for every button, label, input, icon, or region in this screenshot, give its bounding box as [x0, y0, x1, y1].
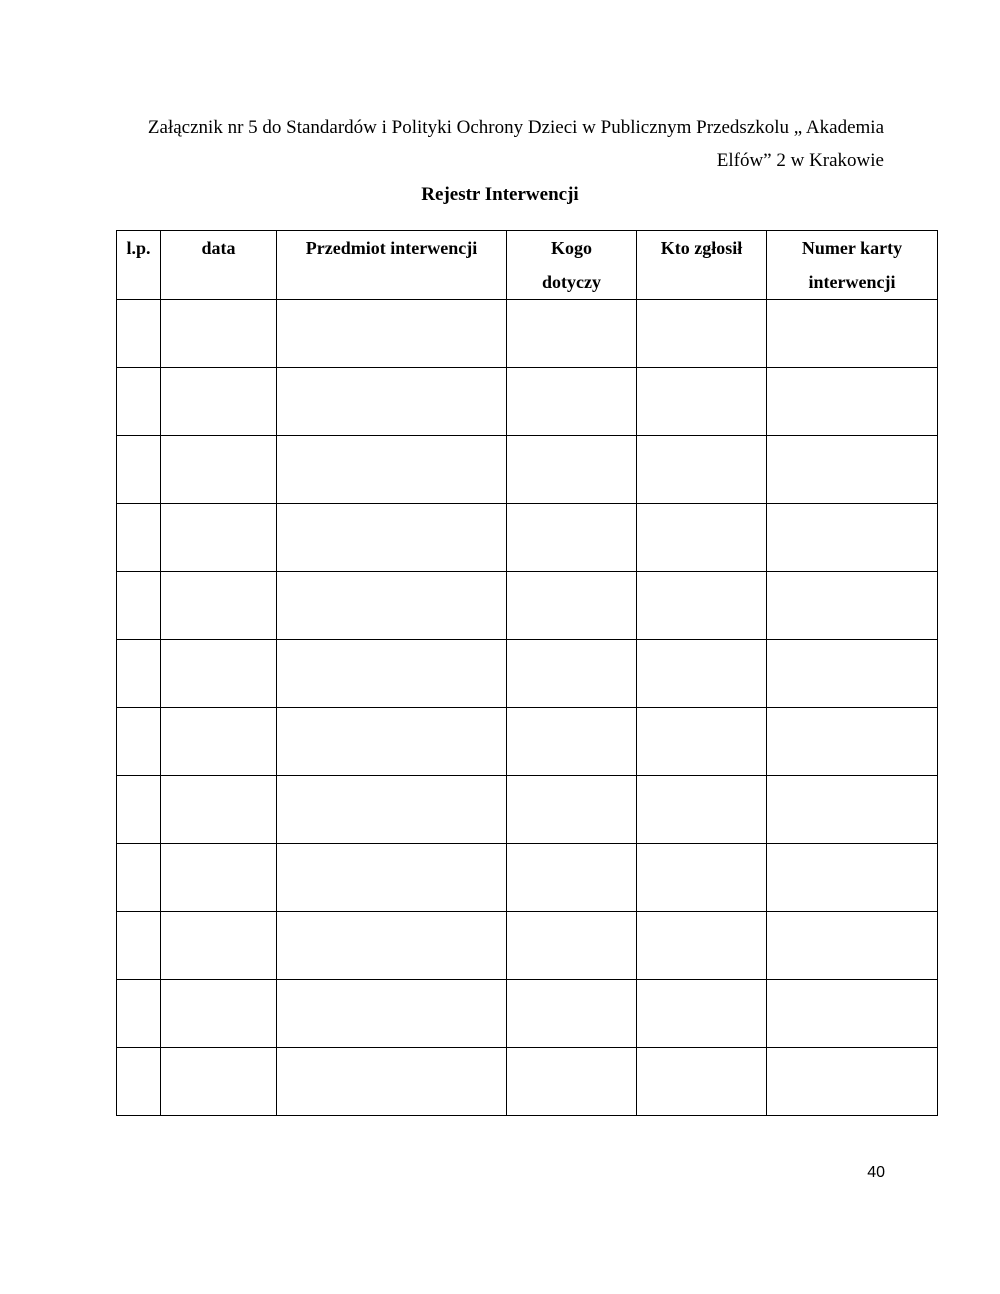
table-cell[interactable] — [117, 504, 161, 572]
page-title: Rejestr Interwencji — [421, 184, 579, 205]
table-cell[interactable] — [637, 436, 767, 504]
table-cell[interactable] — [637, 844, 767, 912]
table-row — [117, 368, 938, 436]
table-cell[interactable] — [277, 1048, 507, 1116]
table-row — [117, 640, 938, 708]
table-cell[interactable] — [117, 708, 161, 776]
table-row — [117, 572, 938, 640]
table-cell[interactable] — [161, 572, 277, 640]
table-cell[interactable] — [767, 708, 938, 776]
table-cell[interactable] — [117, 640, 161, 708]
table-cell[interactable] — [507, 1048, 637, 1116]
table-cell[interactable] — [507, 844, 637, 912]
table-row — [117, 504, 938, 572]
table-cell[interactable] — [277, 980, 507, 1048]
table-cell[interactable] — [637, 640, 767, 708]
column-header-lp — [117, 231, 161, 300]
table-cell[interactable] — [637, 980, 767, 1048]
table-cell[interactable] — [767, 436, 938, 504]
table-cell[interactable] — [161, 980, 277, 1048]
table-cell[interactable] — [277, 368, 507, 436]
table-cell[interactable] — [117, 300, 161, 368]
column-header-date — [161, 231, 277, 300]
table-cell[interactable] — [161, 640, 277, 708]
table-body — [117, 300, 938, 1116]
table-cell[interactable] — [117, 436, 161, 504]
table-cell[interactable] — [767, 844, 938, 912]
table-cell[interactable] — [117, 844, 161, 912]
table-cell[interactable] — [117, 980, 161, 1048]
table-cell[interactable] — [161, 504, 277, 572]
table-row — [117, 912, 938, 980]
table-cell[interactable] — [767, 640, 938, 708]
table-cell[interactable] — [277, 776, 507, 844]
table-row — [117, 436, 938, 504]
table-cell[interactable] — [277, 708, 507, 776]
annex-header-line-2: Elfów” 2 w Krakowie — [716, 150, 884, 171]
table-row — [117, 776, 938, 844]
table-cell[interactable] — [277, 572, 507, 640]
table-cell[interactable] — [161, 776, 277, 844]
table-cell[interactable] — [507, 504, 637, 572]
table-row — [117, 1048, 938, 1116]
column-header-label: dotyczy — [542, 272, 601, 292]
table-cell[interactable] — [767, 776, 938, 844]
table-cell[interactable] — [277, 640, 507, 708]
column-header-label: interwencji — [808, 272, 896, 292]
table-cell[interactable] — [637, 708, 767, 776]
page-number: 40 — [867, 1164, 885, 1181]
table-cell[interactable] — [767, 572, 938, 640]
table-cell[interactable] — [507, 572, 637, 640]
table-cell[interactable] — [767, 504, 938, 572]
table-cell[interactable] — [277, 504, 507, 572]
table-row — [117, 708, 938, 776]
table-cell[interactable] — [507, 776, 637, 844]
table-cell[interactable] — [161, 300, 277, 368]
table-header-row — [117, 231, 938, 300]
table-cell[interactable] — [767, 912, 938, 980]
table-cell[interactable] — [161, 368, 277, 436]
table-cell[interactable] — [637, 572, 767, 640]
table-cell[interactable] — [637, 912, 767, 980]
intervention-register-table — [116, 230, 938, 1116]
table-cell[interactable] — [507, 300, 637, 368]
table-cell[interactable] — [637, 776, 767, 844]
table-cell[interactable] — [637, 504, 767, 572]
table-cell[interactable] — [637, 368, 767, 436]
table-cell[interactable] — [507, 980, 637, 1048]
table-row — [117, 844, 938, 912]
table-cell[interactable] — [277, 436, 507, 504]
table-row — [117, 300, 938, 368]
table-cell[interactable] — [161, 844, 277, 912]
table-cell[interactable] — [507, 436, 637, 504]
column-header-label: l.p. — [126, 238, 151, 258]
annex-header-line-1: Załącznik nr 5 do Standardów i Polityki Ochrony Dzieci w Publicznym Przedszkolu „ Akademia — [147, 117, 884, 138]
column-header-reporter — [637, 231, 767, 300]
table-cell[interactable] — [767, 368, 938, 436]
table-cell[interactable] — [507, 640, 637, 708]
table-cell[interactable] — [117, 912, 161, 980]
table-cell[interactable] — [277, 912, 507, 980]
column-header-label: Kogo — [550, 238, 592, 258]
column-header-card-number — [767, 231, 938, 300]
table-cell[interactable] — [117, 1048, 161, 1116]
table-cell[interactable] — [507, 912, 637, 980]
table-cell[interactable] — [767, 980, 938, 1048]
table-cell[interactable] — [637, 300, 767, 368]
table-cell[interactable] — [767, 300, 938, 368]
column-header-label: data — [201, 238, 236, 258]
column-header-subject — [277, 231, 507, 300]
table-cell[interactable] — [507, 708, 637, 776]
table-cell[interactable] — [117, 776, 161, 844]
table-cell[interactable] — [117, 572, 161, 640]
column-header-label: Kto zgłosił — [660, 238, 743, 258]
table-cell[interactable] — [767, 1048, 938, 1116]
table-cell[interactable] — [117, 368, 161, 436]
table-cell[interactable] — [161, 436, 277, 504]
table-cell[interactable] — [507, 368, 637, 436]
table-cell[interactable] — [277, 300, 507, 368]
table-cell[interactable] — [161, 912, 277, 980]
column-header-label: Numer karty — [801, 238, 903, 258]
table-cell[interactable] — [161, 708, 277, 776]
table-cell[interactable] — [277, 844, 507, 912]
column-header-label: Przedmiot interwencji — [305, 238, 478, 258]
table-cell[interactable] — [637, 1048, 767, 1116]
table-cell[interactable] — [161, 1048, 277, 1116]
table-row — [117, 980, 938, 1048]
column-header-concerns — [507, 231, 637, 300]
